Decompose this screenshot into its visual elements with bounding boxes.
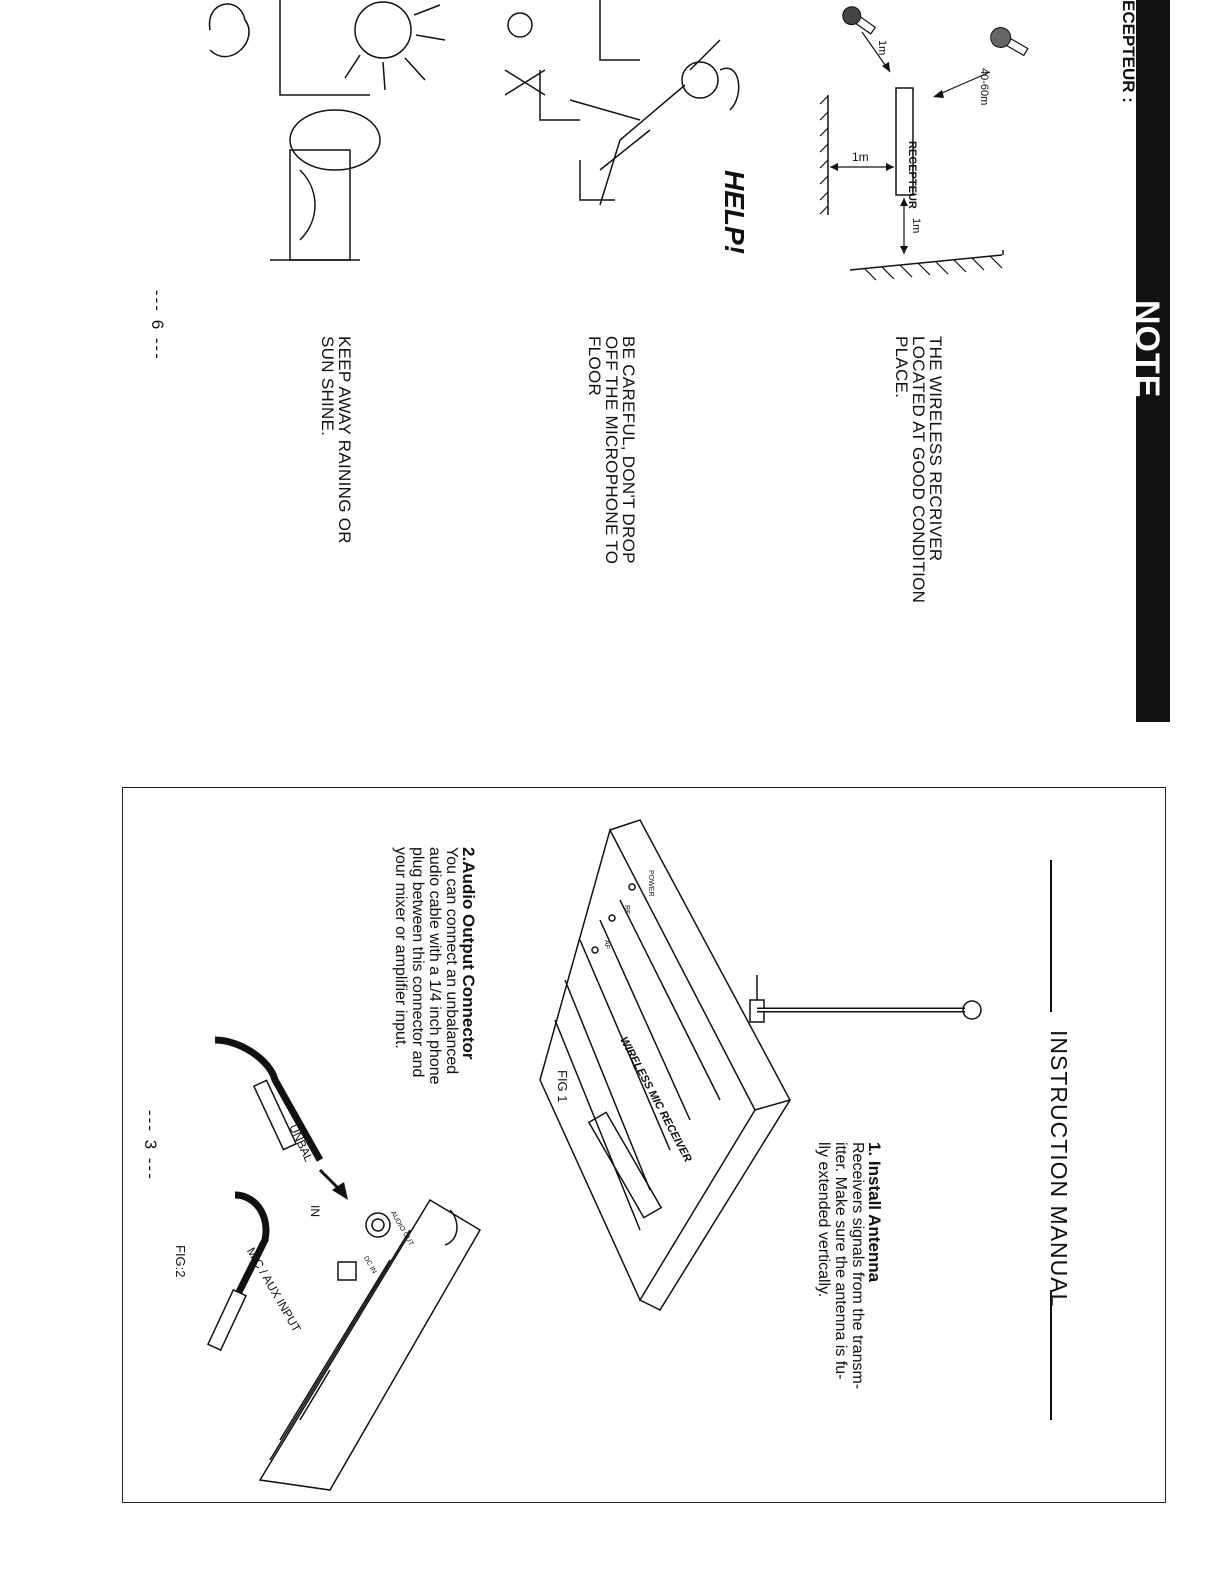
fig1-panel-label-af: AF (603, 940, 610, 949)
fig2-input-label: MIC / AUX INPUT (243, 1245, 304, 1335)
manual-title: INSTRUCTION MANUAL (1046, 1030, 1072, 1308)
section1-body: Receivers signals from the transm- itter. Make sure the antenna is fu- lly extended vertically. (815, 1142, 866, 1390)
mic-far-distance-label: 40-60m (978, 68, 990, 106)
note-title: NOTE (1128, 300, 1166, 399)
page-number-6: --- 6 --- (148, 290, 167, 361)
floor-distance-label: 1m (910, 218, 922, 234)
page-number-3: --- 3 --- (141, 1110, 160, 1181)
receptor-label: ECEPTEUR : (1119, 0, 1138, 103)
section2-title: 2.Audio Output Connector (459, 847, 478, 1060)
wall-distance-label: 1m (852, 150, 869, 164)
fig2-in-label: IN (308, 1205, 322, 1217)
receiver-box-label: RECEPTEUR (906, 141, 918, 209)
fig1-device-label: WIRELESS MIC RECEIVER (617, 1035, 694, 1165)
fig1-caption: FIG 1 (555, 1070, 570, 1103)
help-text: HELP! (719, 170, 750, 254)
note-text-receiver: THE WIRELESS RECRIVER LOCATED AT GOOD CONDITION PLACE. (892, 336, 945, 604)
fig1-panel-label-power: POWER (647, 870, 654, 897)
section1-title: 1. Install Antenna (865, 1142, 884, 1283)
fig2-unbal-label: UNBAL (286, 1122, 316, 1165)
mic-near-distance-label: 1m (876, 40, 888, 56)
note-text-drop: BE CAREFUL, DON'T DROP OFF THE MICROPHONE TO FLOOR (585, 336, 638, 565)
fig2-caption: FIG:2 (173, 1245, 188, 1278)
fig2-panel-label-dc-in: DC IN (361, 1255, 378, 1276)
fig2-panel-label-audio-out: AUDIO OUT (388, 1210, 415, 1248)
fig1-panel-label-rf: RF (623, 905, 630, 915)
note-text-weather: KEEP AWAY RAINING OR SUN SHINE. (318, 336, 354, 544)
section2-body: You can connect an unbalanced audio cable with a 1/4 inch phone plug between this connector and your mixer or amplifier input. (392, 847, 460, 1085)
